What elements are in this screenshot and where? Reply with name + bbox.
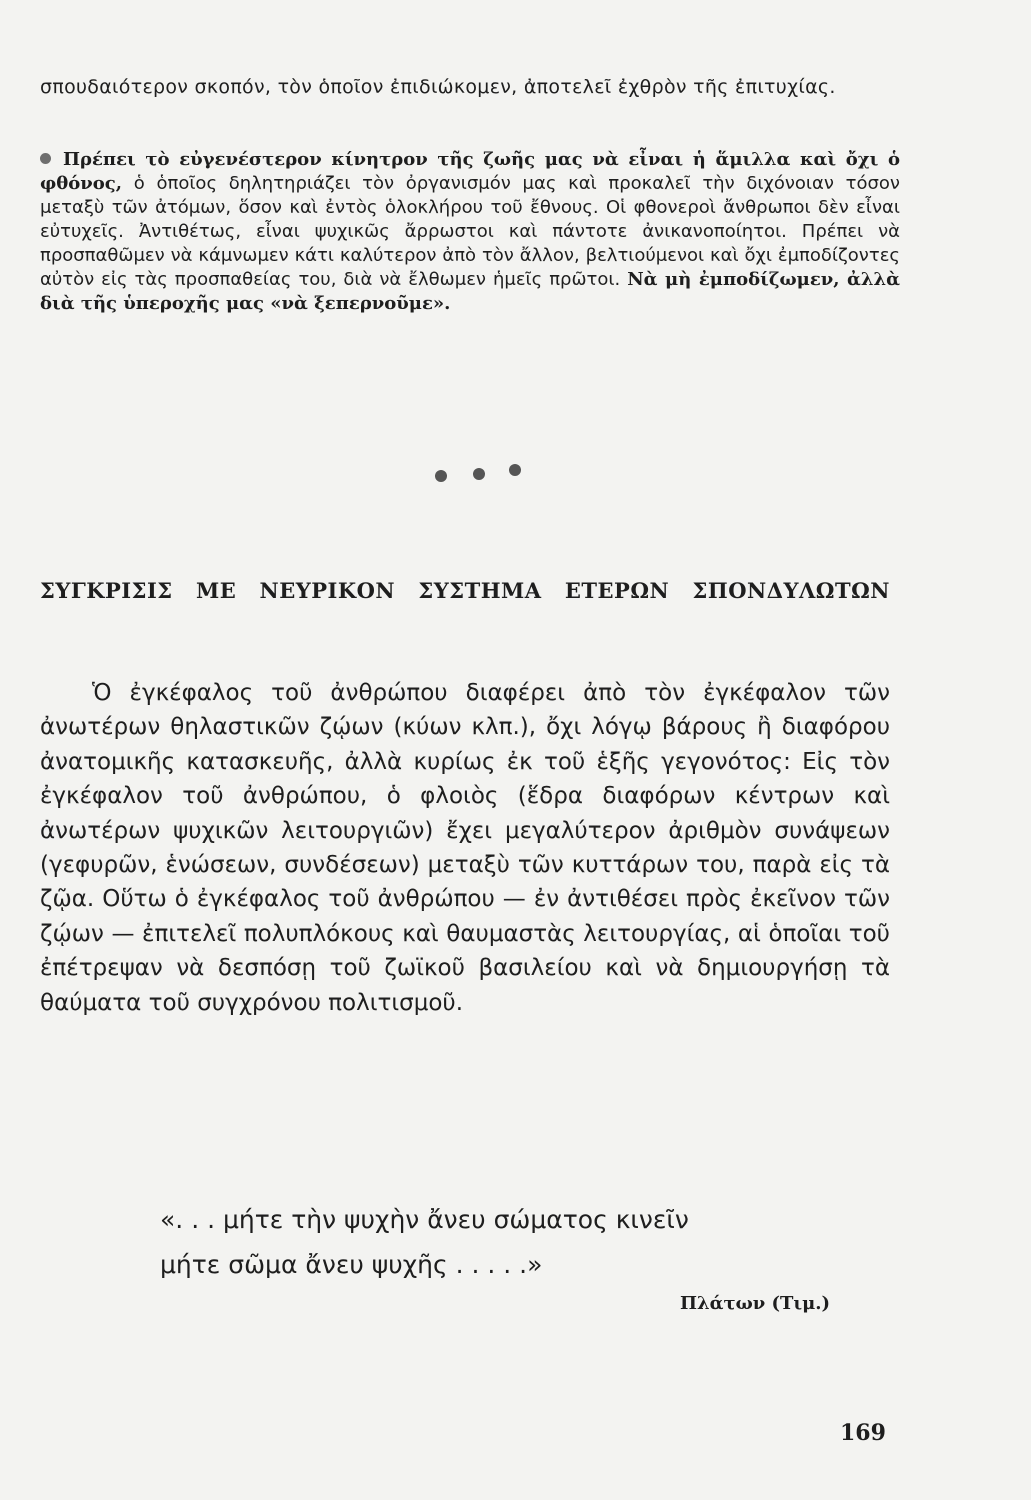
separator-dot-icon (473, 468, 485, 480)
paragraph-body: ὁ ὁποῖος δηλητηριάζει τὸν ὀργανισμόν μας καὶ προκαλεῖ τὴν διχόνοιαν τόσον μεταξὺ τῶν ἀτόμων, ὅσον καὶ ἐντὸς ὁλοκλήρου τοῦ ἔθνους. Οἱ φθονεροὶ ἄνθρωποι δὲν εἶναι εὐτυχεῖς. Ἀντιθέτως, εἶναι ψυχικῶς ἄρρωστοι καὶ πάντοτε ἀνικανοποίητοι. Πρέπει νὰ προσπαθῶμεν νὰ κάμνωμεν κάτι καλύτερον ἀπὸ τὸν ἄλλον, βελτιούμενοι καὶ ὄχι ἐμποδίζοντες αὐτὸν εἰς τὰς προσπαθείας του, διὰ νὰ ἔλθωμεν ἡμεῖς πρῶτοι. (40, 173, 900, 290)
paragraph-bold-end: Νὰ μὴ ἐμποδίζωμεν, ἀλλὰ διὰ τῆς ὑπεροχῆς μας «νὰ ξεπερνοῦμε». (40, 269, 901, 314)
paragraph-continuation: σπουδαιότερον σκοπόν, τὸν ὁποῖον ἐπιδιώκομεν, ἀποτελεῖ ἐχθρὸν τῆς ἐπιτυχίας. (40, 76, 836, 98)
bullet-icon (40, 153, 51, 164)
paragraph-brain-text: Ὁ ἐγκέφαλος τοῦ ἀνθρώπου διαφέρει ἀπὸ τὸν ἐγκέφαλον τῶν ἀνωτέρων θηλαστικῶν ζῴων (κύων κλπ.), ὄχι λόγῳ βάρους ἢ διαφόρου ἀνατομικῆς κατασκευῆς, ἀλλὰ κυρίως ἐκ τοῦ ἑξῆς γεγονότος: Εἰς τὸν ἐγκέφαλον τοῦ ἀνθρώπου, ὁ φλοιὸς (ἕδρα διαφόρων κέντρων καὶ ἀνωτέρων ψυχικῶν λειτουργιῶν) ἔχει μεγαλύτερον ἀριθμὸν συνάψεων (γεφυρῶν, ἑνώσεων, συνδέσεων) μεταξὺ τῶν κυττάρων του, παρὰ εἰς τὰ ζῷα. Οὕτω ὁ ἐγκέφαλος τοῦ ἀνθρώπου — ἐν ἀντιθέσει πρὸς ἐκεῖνον τῶν ζῴων — ἐπιτελεῖ πολυπλόκους καὶ θαυμαστὰς λειτουργίας, αἱ ὁποῖαι τοῦ ἐπέτρεψαν νὰ δεσπόσῃ τοῦ ζωϊκοῦ βασιλείου καὶ νὰ δημιουργήσῃ τὰ θαύματα τοῦ συγχρόνου πολιτισμοῦ. (40, 680, 890, 1016)
quote-line-1: «. . . μήτε τὴν ψυχὴν ἄνευ σώματος κινεῖν (160, 1205, 689, 1234)
separator-dot-icon (509, 464, 521, 476)
page-number: 169 (840, 1420, 886, 1446)
section-heading: ΣΥΓΚΡΙΣΙΣ ΜΕ ΝΕΥΡΙΚΟΝ ΣΥΣΤΗΜΑ ΕΤΕΡΩΝ ΣΠΟΝΔΥΛΩΤΩΝ (40, 578, 890, 603)
section-separator (435, 464, 535, 484)
quote-attribution: Πλάτων (Τιμ.) (680, 1293, 831, 1314)
paragraph-brain (40, 676, 890, 1020)
paragraph-bold-start: Πρέπει τὸ εὐγενέστερον κίνητρον τῆς ζωῆς μας νὰ εἶναι ἡ ἅμιλλα καὶ ὄχι ὁ φθόνος, (40, 149, 900, 194)
paragraph-envy (40, 148, 900, 316)
separator-dot-icon (435, 470, 447, 482)
quote-line-2: μήτε σῶμα ἄνευ ψυχῆς . . . . .» (160, 1250, 543, 1279)
